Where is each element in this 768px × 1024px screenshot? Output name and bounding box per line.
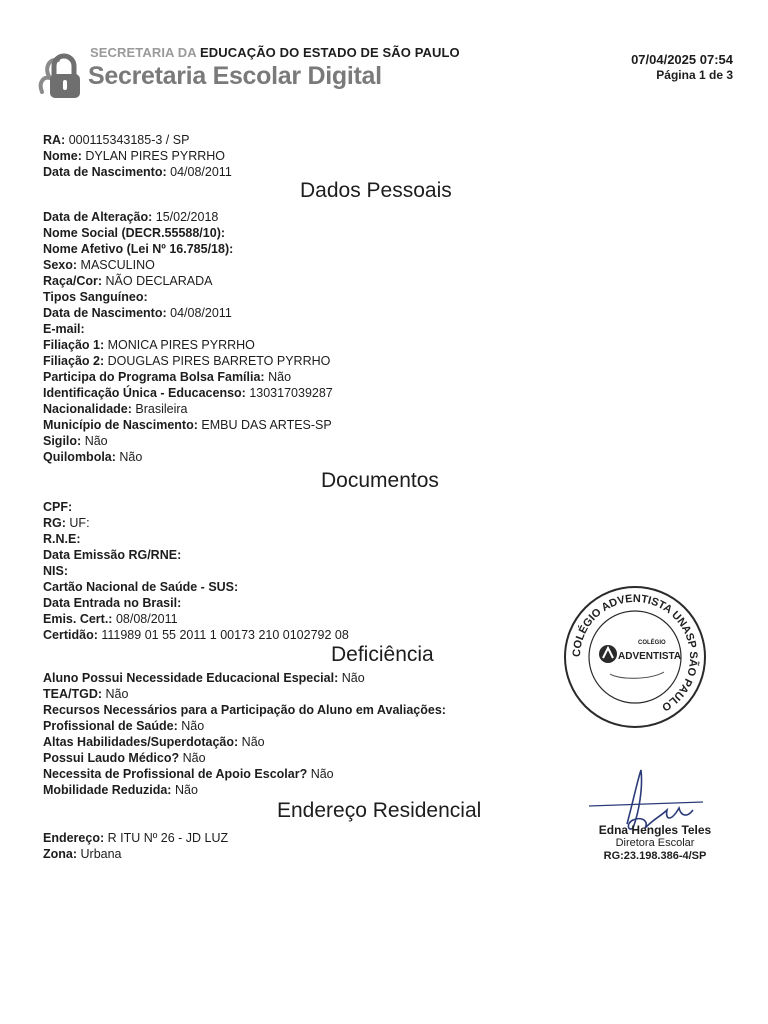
field-label: RA: [43,133,66,147]
field-row [43,132,232,148]
field-label: Altas Habilidades/Superdotação: [43,735,239,749]
field-label: Mobilidade Reduzida: [43,783,172,797]
field-label: Data de Nascimento: [43,165,167,179]
field-row [43,321,333,337]
field-label: Município de Nascimento: [43,418,198,432]
school-stamp-seal [560,582,710,732]
field-row [43,531,349,547]
field-row [43,305,333,321]
field-row [43,846,228,862]
field-value: DYLAN PIRES PYRRHO [85,149,226,163]
field-label: Sexo: [43,258,78,272]
field-row [43,257,333,273]
address-fields [43,830,228,862]
secretaria-logo-icon [38,48,86,100]
field-row [43,766,446,782]
field-value: Não [174,783,198,797]
field-row [43,289,333,305]
field-label: Nome Social (DECR.55588/10): [43,226,226,240]
signatory-role: Diretora Escolar [615,837,695,849]
field-value: NÃO DECLARADA [105,274,213,288]
field-row [43,449,333,465]
field-label: Recursos Necessários para a Participação do Aluno em Avaliações: [43,703,446,717]
field-label: CPF: [43,500,73,514]
field-row [43,563,349,579]
field-label: Possui Laudo Médico? [43,751,180,765]
field-label: Filiação 1: [43,338,105,352]
field-value: Urbana [80,847,122,861]
field-value: EMBU DAS ARTES-SP [201,418,332,432]
field-label: Cartão Nacional de Saúde - SUS: [43,580,239,594]
field-value: Não [241,735,265,749]
field-label: Data de Alteração: [43,210,153,224]
section-title-endereco: Endereço Residencial [277,799,482,822]
disability-fields [43,670,446,798]
field-value: 15/02/2018 [155,210,219,224]
field-row [43,353,333,369]
signatory-name: Edna Hengles Teles [598,823,712,837]
field-row [43,547,349,563]
section-title-dados-pessoais: Dados Pessoais [300,179,452,202]
field-row [43,225,333,241]
print-datetime: 07/04/2025 07:54 [631,52,733,67]
field-row [43,433,333,449]
organization-name: SECRETARIA DA EDUCAÇÃO DO ESTADO DE SÃO PAULO [90,45,460,60]
stamp-center-small: COLÉGIO [638,640,666,646]
field-row [43,611,349,627]
field-row [43,782,446,798]
field-value: Não [182,751,206,765]
field-value: 08/08/2011 [115,612,178,626]
field-row [43,273,333,289]
field-label: R.N.E: [43,532,81,546]
field-label: Nacionalidade: [43,402,132,416]
field-row [43,734,446,750]
field-row [43,499,349,515]
field-label: Raça/Cor: [43,274,103,288]
field-label: Quilombola: [43,450,116,464]
field-row [43,750,446,766]
field-value: Não [310,767,334,781]
field-label: Participa do Programa Bolsa Família: [43,370,265,384]
field-label: NIS: [43,564,68,578]
field-row [43,209,333,225]
personal-data-fields [43,209,333,465]
field-row [43,718,446,734]
section-title-deficiencia: Deficiência [331,643,434,666]
field-row [43,241,333,257]
field-row [43,148,232,164]
field-label: TEA/TGD: [43,687,103,701]
field-value: 04/08/2011 [170,165,232,179]
field-value: 000115343185-3 / SP [68,133,190,147]
field-value: Brasileira [135,402,188,416]
field-label: RG: [43,516,66,530]
field-label: Filiação 2: [43,354,105,368]
field-row [43,595,349,611]
field-value: Não [268,370,292,384]
field-value: Não [119,450,143,464]
field-row [43,627,349,643]
field-value: 111989 01 55 2011 1 00173 210 0102792 08 [101,628,349,642]
field-value: R ITU Nº 26 - JD LUZ [107,831,229,845]
field-label: Data de Nascimento: [43,306,167,320]
field-value: Não [341,671,365,685]
field-row [43,670,446,686]
field-label: Emis. Cert.: [43,612,113,626]
field-value: DOUGLAS PIRES BARRETO PYRRHO [107,354,331,368]
field-value: 04/08/2011 [170,306,232,320]
field-label: Profissional de Saúde: [43,719,178,733]
signatory-rg: RG:23.198.386-4/SP [603,850,707,862]
field-row [43,686,446,702]
field-row [43,337,333,353]
section-title-documentos: Documentos [321,469,439,492]
field-label: Certidão: [43,628,98,642]
field-label: Nome: [43,149,82,163]
field-row [43,369,333,385]
field-label: Identificação Única - Educacenso: [43,386,246,400]
system-name: Secretaria Escolar Digital [88,62,382,90]
field-label: Tipos Sanguíneo: [43,290,148,304]
field-label: Sigilo: [43,434,82,448]
field-row [43,579,349,595]
field-value: Não [84,434,108,448]
field-row [43,830,228,846]
stamp-outer-text: COLÉGIO ADVENTISTA UNASP SÃO PAULO [570,592,700,714]
stamp-center-big: ADVENTISTA [618,651,682,662]
field-label: E-mail: [43,322,85,336]
field-label: Data Entrada no Brasil: [43,596,182,610]
field-row [43,417,333,433]
field-value: MONICA PIRES PYRRHO [107,338,255,352]
field-label: Data Emissão RG/RNE: [43,548,182,562]
signatory-block [575,824,735,863]
field-label: Endereço: [43,831,105,845]
field-value: Não [181,719,205,733]
field-value: 130317039287 [249,386,333,400]
field-value: MASCULINO [80,258,155,272]
field-value: Não [105,687,129,701]
document-header [38,44,738,104]
field-value: UF: [69,516,90,530]
field-label: Aluno Possui Necessidade Educacional Especial: [43,671,339,685]
field-label: Nome Afetivo (Lei Nº 16.785/18): [43,242,234,256]
page-indicator: Página 1 de 3 [656,68,733,82]
field-row [43,702,446,718]
field-row [43,385,333,401]
field-row [43,164,232,180]
documents-fields [43,499,349,643]
field-label: Necessita de Profissional de Apoio Escolar? [43,767,308,781]
student-identification [43,132,232,180]
field-row [43,401,333,417]
field-label: Zona: [43,847,78,861]
field-row [43,515,349,531]
